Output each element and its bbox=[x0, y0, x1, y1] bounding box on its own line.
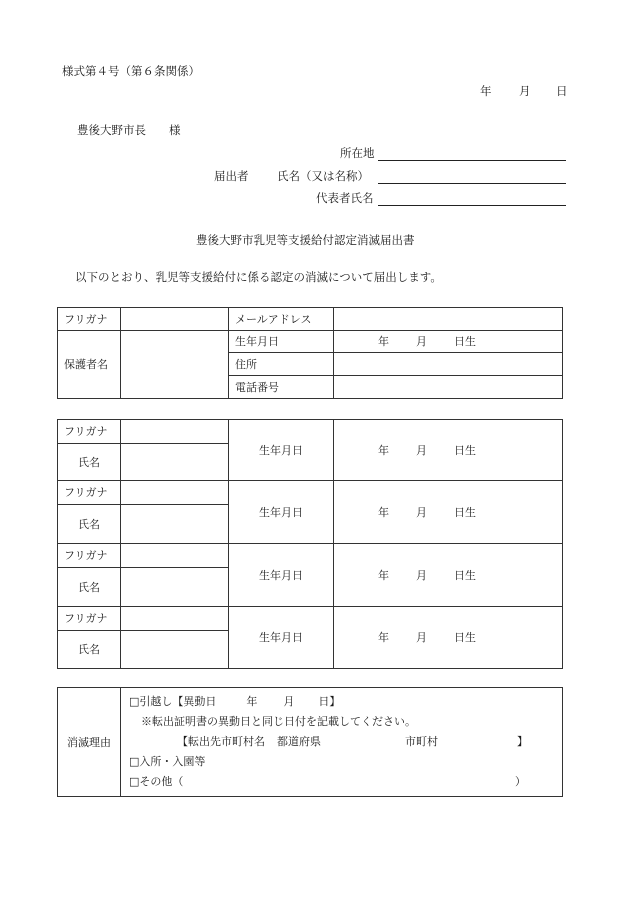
reason-admission-option[interactable] bbox=[129, 752, 554, 772]
admission-label: 入所・入園等 bbox=[139, 755, 206, 768]
guardian-address-label: 住所 bbox=[229, 353, 334, 376]
destination-close: 】 bbox=[517, 735, 528, 748]
checkbox-icon[interactable]: □ bbox=[129, 775, 140, 788]
guardian-address-field[interactable] bbox=[334, 353, 563, 376]
child-furigana-field[interactable] bbox=[121, 544, 229, 568]
name-line[interactable] bbox=[378, 183, 566, 184]
guardian-birthdate-field[interactable] bbox=[334, 331, 563, 353]
child-birthdate-label: 生年月日 bbox=[229, 481, 334, 544]
child-birthdate-field[interactable] bbox=[334, 607, 563, 669]
children-table bbox=[57, 419, 563, 669]
form-number: 様式第４号（第６条関係） bbox=[62, 64, 200, 78]
child-name-label: 氏名 bbox=[58, 444, 121, 481]
move-month-label: 月 bbox=[283, 695, 295, 708]
guardian-birthdate-label: 生年月日 bbox=[229, 331, 334, 353]
checkbox-icon[interactable]: □ bbox=[129, 755, 140, 768]
child-furigana-field[interactable] bbox=[121, 607, 229, 631]
reason-move-option[interactable] bbox=[129, 692, 554, 712]
date-year-label: 年 bbox=[480, 84, 492, 98]
child-name-field[interactable] bbox=[121, 631, 229, 669]
child-furigana-label: フリガナ bbox=[58, 420, 121, 444]
reason-other-option[interactable] bbox=[129, 772, 554, 792]
child-furigana-field[interactable] bbox=[121, 420, 229, 444]
destination-line bbox=[129, 732, 554, 752]
email-label: メールアドレス bbox=[229, 308, 334, 331]
intro-text: 以下のとおり、乳児等支援給付に係る認定の消滅について届出します。 bbox=[75, 270, 442, 284]
date-day-label: 日 bbox=[556, 84, 568, 98]
child-furigana-label: フリガナ bbox=[58, 544, 121, 568]
child-furigana-field[interactable] bbox=[121, 481, 229, 505]
child-birthdate-field[interactable] bbox=[334, 481, 563, 544]
child-name-label: 氏名 bbox=[58, 568, 121, 607]
prefecture-label: 都道府県 bbox=[277, 735, 321, 748]
guardian-name-label: 保護者名 bbox=[58, 331, 121, 399]
birth-month-label: 月 bbox=[416, 443, 427, 457]
representative-label: 代表者氏名 bbox=[316, 191, 374, 205]
move-day-label: 日】 bbox=[318, 695, 341, 708]
birth-day-label: 日生 bbox=[454, 568, 476, 582]
birth-year-label: 年 bbox=[378, 631, 389, 644]
birth-year-label: 年 bbox=[378, 443, 389, 457]
move-note: ※転出証明書の異動日と同じ日付を記載してください。 bbox=[141, 715, 416, 728]
move-year-label: 年 bbox=[246, 695, 258, 708]
reason-table bbox=[57, 687, 563, 797]
birth-day-label: 日生 bbox=[454, 335, 476, 348]
child-name-field[interactable] bbox=[121, 568, 229, 607]
guardian-furigana-field[interactable] bbox=[121, 308, 229, 331]
document-title: 豊後大野市乳児等支援給付認定消滅届出書 bbox=[196, 233, 415, 247]
child-birthdate-label: 生年月日 bbox=[229, 544, 334, 607]
move-label: 引越し【異動日 bbox=[139, 695, 217, 708]
reason-label: 消滅理由 bbox=[58, 688, 121, 797]
birth-month-label: 月 bbox=[416, 335, 427, 348]
child-name-field[interactable] bbox=[121, 505, 229, 544]
representative-line[interactable] bbox=[378, 205, 566, 206]
birth-month-label: 月 bbox=[416, 631, 427, 644]
child-birthdate-label: 生年月日 bbox=[229, 607, 334, 669]
birth-day-label: 日生 bbox=[454, 631, 476, 644]
email-field[interactable] bbox=[334, 308, 563, 331]
child-furigana-label: フリガナ bbox=[58, 607, 121, 631]
phone-field[interactable] bbox=[334, 376, 563, 399]
address-label: 所在地 bbox=[340, 146, 375, 160]
birth-year-label: 年 bbox=[378, 335, 389, 348]
address-line[interactable] bbox=[378, 160, 566, 161]
guardian-furigana-label: フリガナ bbox=[58, 308, 121, 331]
city-label: 市町村 bbox=[405, 735, 438, 748]
birth-day-label: 日生 bbox=[454, 505, 476, 519]
birth-month-label: 月 bbox=[416, 568, 427, 582]
phone-label: 電話番号 bbox=[229, 376, 334, 399]
date-month-label: 月 bbox=[519, 84, 531, 98]
child-birthdate-field[interactable] bbox=[334, 420, 563, 481]
guardian-name-field[interactable] bbox=[121, 331, 229, 399]
destination-label: 【転出先市町村名 bbox=[177, 735, 265, 748]
birth-year-label: 年 bbox=[378, 505, 389, 519]
child-birthdate-field[interactable] bbox=[334, 544, 563, 607]
birth-day-label: 日生 bbox=[454, 443, 476, 457]
guardian-table bbox=[57, 307, 563, 399]
child-birthdate-label: 生年月日 bbox=[229, 420, 334, 481]
other-close: ） bbox=[515, 775, 526, 788]
child-name-label: 氏名 bbox=[58, 505, 121, 544]
addressee: 豊後大野市長 様 bbox=[77, 123, 181, 137]
checkbox-icon[interactable]: □ bbox=[129, 695, 140, 708]
reason-options bbox=[121, 688, 563, 797]
other-label: その他（ bbox=[139, 775, 184, 788]
birth-month-label: 月 bbox=[416, 505, 427, 519]
child-furigana-label: フリガナ bbox=[58, 481, 121, 505]
child-name-field[interactable] bbox=[121, 444, 229, 481]
child-name-label: 氏名 bbox=[58, 631, 121, 669]
submitter-label: 届出者 bbox=[214, 169, 249, 183]
birth-year-label: 年 bbox=[378, 568, 389, 582]
name-label: 氏名（又は名称） bbox=[277, 169, 369, 183]
